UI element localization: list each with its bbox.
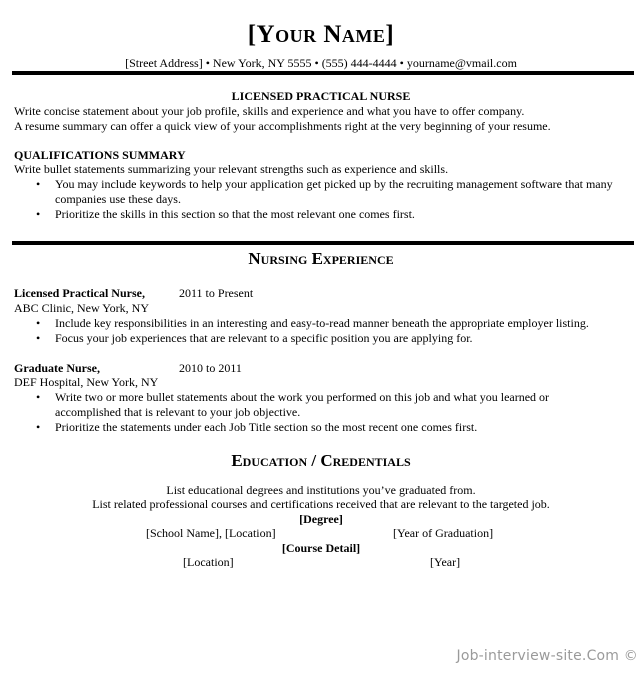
experience-heading: Nursing Experience [248,249,394,268]
list-item: • Prioritize the statements under each Job Title section so the most recent one comes first. [14,420,594,435]
qualifications-heading: QUALIFICATIONS SUMMARY [14,148,186,162]
list-item: • Include key responsibilities in an interesting and easy-to-read manner beneath the appropriate employer listing. [14,316,629,331]
job-employer: ABC Clinic, New York, NY [14,301,150,315]
job-bullets [14,390,594,435]
education-heading: Education / Credentials [231,451,411,470]
job-header [14,361,629,376]
list-item: • You may include keywords to help your application get picked up by the recruiting management software that many companies use these days. [14,177,614,207]
course-year: [Year] [430,555,461,569]
site-watermark: Job-interview-site.Com © [456,648,638,664]
qualifications-intro: Write bullet statements summarizing your relevant strengths such as experience and skills. [14,162,449,176]
education-line: List educational degrees and institutions you’ve graduated from. [166,483,476,497]
list-item: • Write two or more bullet statements about the work you performed on this job and what you learned or accomplished that is relevant to your job objective. [14,390,594,420]
job-header [14,286,629,301]
qualifications-list [14,177,614,222]
header-divider [12,71,634,75]
resume-name: [Your Name] [247,21,395,48]
job-title: Graduate Nurse, [14,361,100,375]
job-dates: 2010 to 2011 [179,361,242,375]
summary-line: Write concise statement about your job profile, skills and experience and what you have to offer company. [14,104,525,118]
summary-line: A resume summary can offer a quick view of your accomplishments right at the very beginning of your resume. [14,119,551,133]
job-title: Licensed Practical Nurse, [14,286,145,300]
list-item: • Focus your job experiences that are relevant to a specific position you are applying for. [14,331,629,346]
school-name: [School Name], [Location] [146,526,276,540]
job-employer: DEF Hospital, New York, NY [14,375,159,389]
contact-line: [Street Address] • New York, NY 5555 • (555) 444-4444 • yourname@vmail.com [125,56,517,70]
job-dates: 2011 to Present [179,286,254,300]
graduation-year: [Year of Graduation] [393,526,494,540]
section-divider [12,241,634,245]
course-location: [Location] [183,555,234,569]
education-line: List related professional courses and certifications received that are relevant to the targeted job. [92,497,550,511]
job-bullets [14,316,629,346]
list-item: • Prioritize the skills in this section so that the most relevant one comes first. [14,207,614,222]
course-label: [Course Detail] [281,541,361,555]
summary-title: LICENSED PRACTICAL NURSE [231,89,411,103]
degree-label: [Degree] [299,512,343,526]
